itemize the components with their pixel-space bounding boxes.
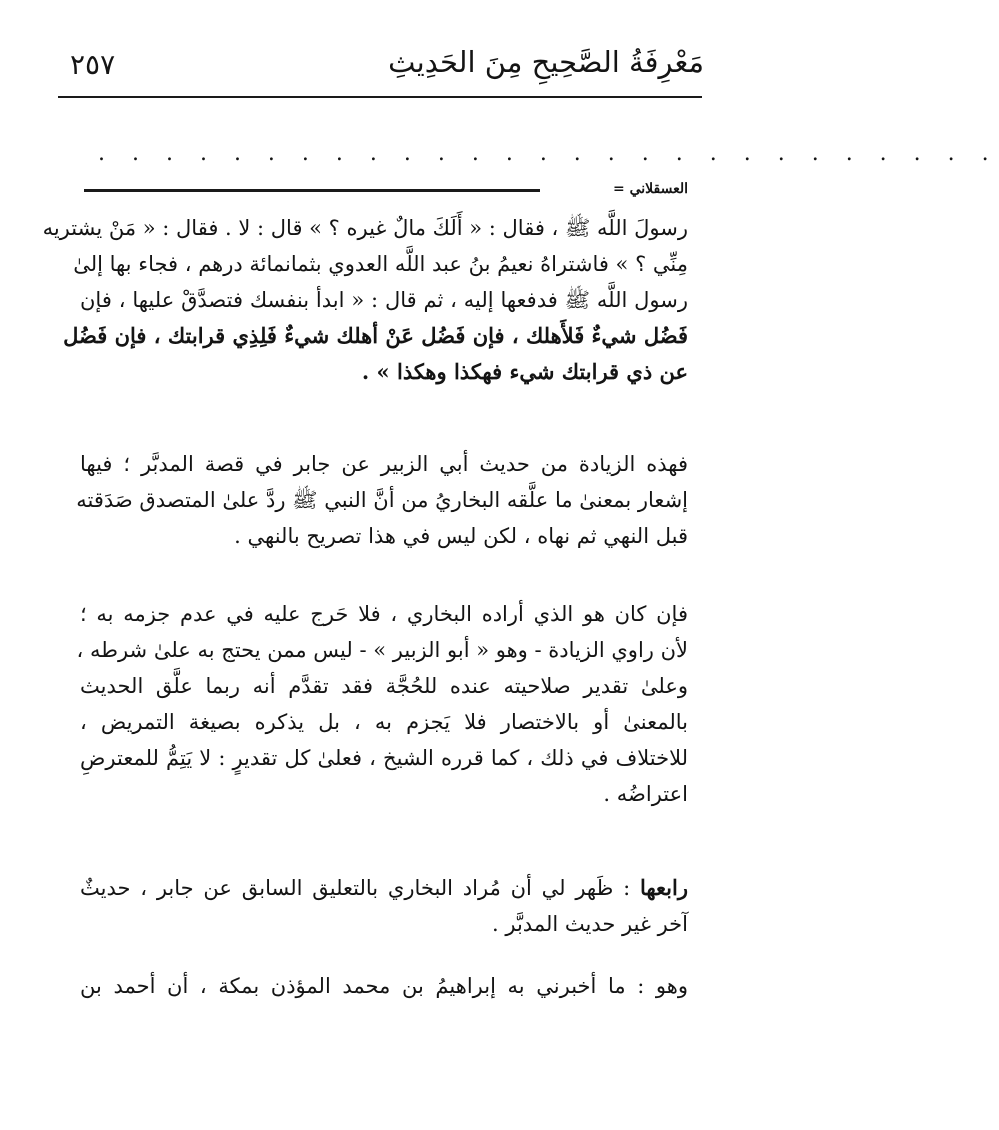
commentary-section-header <box>84 178 688 204</box>
paragraph-line: للاختلاف في ذلك ، كما قرره الشيخ ، فعلىٰ كل تقديرٍ : لا يَتِمُّ للمعترضِ <box>80 746 688 770</box>
paragraph-line: وعلىٰ تقدير صلاحيته عنده للحُجَّة فقد تقدَّم أنه ربما علَّق الحديث <box>80 674 688 698</box>
paragraph-line: اعتراضُه . <box>603 782 688 806</box>
paragraph-line: فهذه الزيادة من حديث أبي الزبير عن جابر في قصة المدبَّر ؛ فيها <box>80 452 688 476</box>
paragraph-1 <box>42 210 688 390</box>
paragraph-4 <box>80 870 688 942</box>
paragraph-line: فَضُل شيءٌ فَلأَهلك ، فإن فَضُل عَنْ أهلك شيءٌ فَلِذِي قرابتك ، فإن فَضُل <box>63 323 688 348</box>
page-number: ٢٥٧ <box>70 48 116 81</box>
paragraph-line: قبل النهي ثم نهاه ، لكن ليس في هذا تصريح بالنهي . <box>234 524 688 548</box>
omission-marker: . . . . . . . . . . . . . . . . . . . . . . . . . . . <box>98 141 999 166</box>
paragraph-lead-word: رابعها <box>639 875 688 900</box>
paragraph-2 <box>76 446 688 554</box>
paragraph-line: فإن كان هو الذي أراده البخاري ، فلا حَرج عليه في عدم جزمه به ؛ <box>80 602 688 626</box>
section-label: العسقلاني = <box>612 181 688 197</box>
paragraph-line-rest: : ظَهر لي أن مُراد البخاري بالتعليق السابق عن جابر ، حديثٌ <box>80 876 640 900</box>
paragraph-line: بالمعنىٰ أو بالاختصار فلا يَجزم به ، بل يذكره بصيغة التمريض ، <box>80 710 688 734</box>
paragraph-line: عن ذي قرابتك شيء فهكذا وهكذا » . <box>361 359 688 384</box>
paragraph-line: رسولَ اللَّه ﷺ ، فقال : « أَلَكَ مالٌ غيره ؟ » قال : لا . فقال : « مَنْ يشتريه <box>42 216 688 240</box>
paragraph-line: لأن راوي الزيادة - وهو « أبو الزبير » - ليس ممن يحتج به علىٰ شرطه ، <box>76 638 688 662</box>
paragraph-3 <box>76 596 688 812</box>
paragraph-line: مِنِّي ؟ » فاشتراهُ نعيمُ بنُ عبد اللَّه العدوي بثمانمائة درهم ، فجاء بها إلىٰ <box>73 252 688 276</box>
paragraph-line: آخر غير حديث المدبَّر . <box>492 912 688 936</box>
paragraph-5 <box>80 968 688 1004</box>
paragraph-line: إشعار بمعنىٰ ما علَّقه البخاريُ من أنَّ النبي ﷺ ردَّ علىٰ المتصدق صَدَقته <box>76 488 688 512</box>
paragraph-line: رسول اللَّه ﷺ فدفعها إليه ، ثم قال : « ابدأ بنفسك فتصدَّقْ عليها ، فإن <box>80 288 688 312</box>
header-rule <box>58 96 702 98</box>
paragraph-line <box>80 870 688 906</box>
running-title: مَعْرِفَةُ الصَّحِيحِ مِنَ الحَدِيثِ <box>388 45 704 79</box>
section-rule <box>84 189 540 192</box>
paragraph-line: وهو : ما أخبرني به إبراهيمُ بن محمد المؤذن بمكة ، أن أحمد بن <box>80 974 688 998</box>
